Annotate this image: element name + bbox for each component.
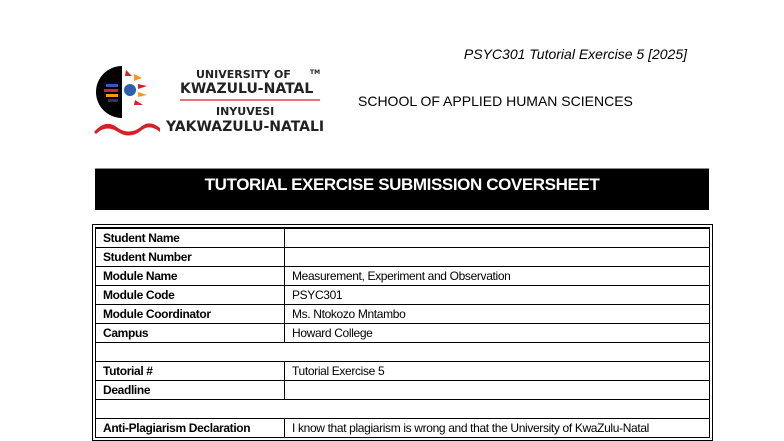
table-row	[96, 305, 710, 324]
coversheet-banner	[95, 168, 709, 210]
field-label: Student Name	[96, 228, 285, 248]
module-code-value[interactable]: PSYC301	[285, 286, 710, 305]
logo-line-4: YAKWAZULU-NATALI	[166, 119, 325, 135]
submission-form-table	[95, 227, 710, 438]
student-name-field[interactable]	[285, 228, 710, 248]
field-label: Deadline	[96, 381, 285, 400]
table-row	[96, 248, 710, 267]
table-row	[96, 267, 710, 286]
spacer-cell	[96, 400, 710, 419]
tutorial-number-value[interactable]: Tutorial Exercise 5	[285, 362, 710, 381]
table-row	[96, 419, 710, 438]
module-name-value[interactable]: Measurement, Experiment and Observation	[285, 267, 710, 286]
ukzn-logo	[92, 62, 332, 138]
deadline-field[interactable]	[285, 381, 710, 400]
logo-line-2: KWAZULU-NATAL	[180, 81, 314, 97]
field-label: Campus	[96, 324, 285, 343]
school-name: SCHOOL OF APPLIED HUMAN SCIENCES	[358, 93, 633, 109]
declaration-text: I know that plagiarism is wrong and that the University of KwaZulu-Natal	[285, 419, 710, 438]
field-label: Student Number	[96, 248, 285, 267]
banner-title: TUTORIAL EXERCISE SUBMISSION COVERSHEET	[204, 175, 600, 194]
table-row	[96, 381, 710, 400]
campus-value[interactable]: Howard College	[285, 324, 710, 343]
ukzn-emblem-icon	[94, 66, 160, 136]
table-row	[96, 324, 710, 343]
spacer-row	[96, 400, 710, 419]
student-number-field[interactable]	[285, 248, 710, 267]
spacer-row	[96, 343, 710, 362]
document-header-title: PSYC301 Tutorial Exercise 5 [2025]	[463, 46, 687, 62]
spacer-cell	[96, 343, 710, 362]
table-row	[96, 362, 710, 381]
field-label: Anti-Plagiarism Declaration	[96, 419, 285, 438]
table-row	[96, 286, 710, 305]
logo-line-1: UNIVERSITY OF	[196, 68, 291, 81]
logo-line-3: INYUVESI	[216, 105, 275, 118]
logo-tm: TM	[310, 69, 321, 76]
field-label: Module Coordinator	[96, 305, 285, 324]
field-label: Module Code	[96, 286, 285, 305]
module-coordinator-value[interactable]: Ms. Ntokozo Mntambo	[285, 305, 710, 324]
field-label: Module Name	[96, 267, 285, 286]
field-label: Tutorial #	[96, 362, 285, 381]
table-row	[96, 228, 710, 248]
